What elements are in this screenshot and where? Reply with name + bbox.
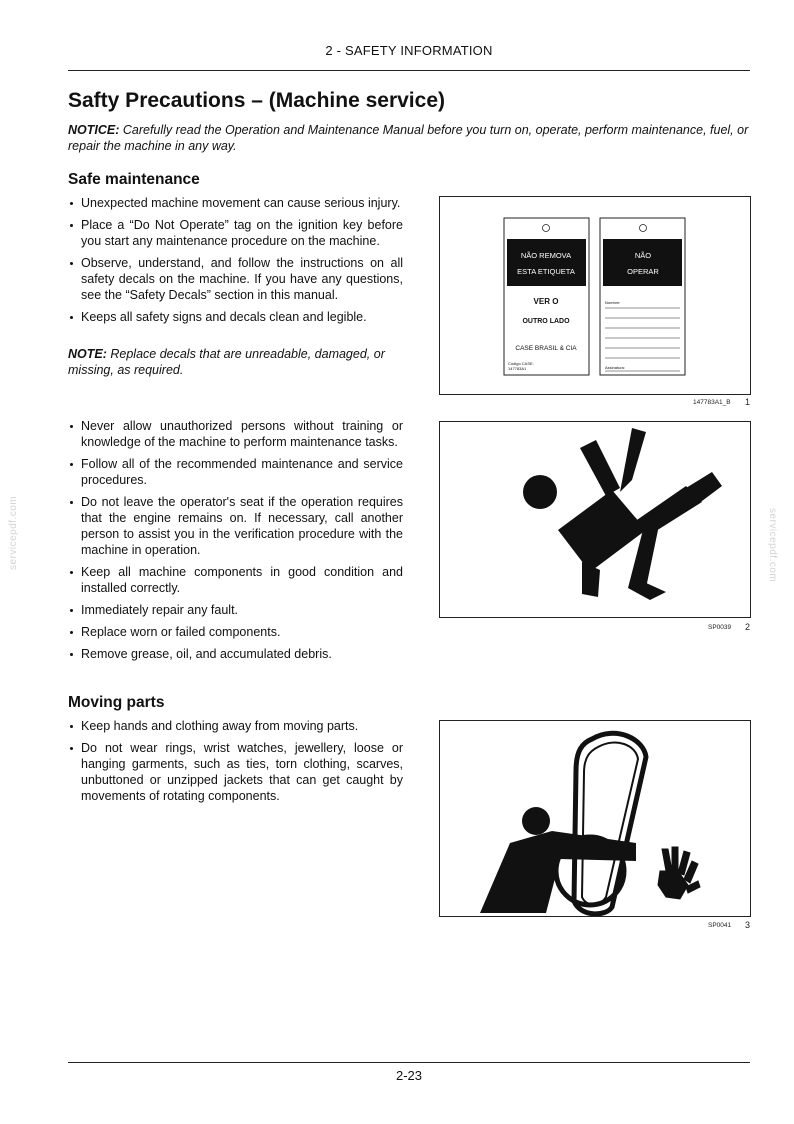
note-text: Replace decals that are unreadable, damaged, or missing, as required. bbox=[68, 347, 385, 377]
do-not-operate-tags-illustration bbox=[440, 197, 750, 394]
list-item: Do not wear rings, wrist watches, jewellery, loose or hanging garments, such as ties, torn clothing, scarves, unbuttoned or unzipped jackets that can get caught by movements of rotating components. bbox=[68, 740, 403, 804]
note-paragraph bbox=[68, 346, 403, 378]
figure-1-caption: 147783A1_B bbox=[693, 399, 731, 406]
tag-right-line2: OPERAR bbox=[627, 267, 659, 276]
notice-text: Carefully read the Operation and Maintenance Manual before you turn on, operate, perform maintenance, fuel, or repair the machine in any way. bbox=[68, 123, 749, 153]
list-item: Remove grease, oil, and accumulated debris. bbox=[68, 646, 403, 662]
tag-left-line4: OUTRO LADO bbox=[522, 318, 570, 325]
header-rule bbox=[68, 70, 750, 71]
tag-left-line2: ESTA ETIQUETA bbox=[517, 267, 575, 276]
list-item: Immediately repair any fault. bbox=[68, 602, 403, 618]
list-item: Keep all machine components in good condition and installed correctly. bbox=[68, 564, 403, 596]
running-header: 2 - SAFETY INFORMATION bbox=[325, 43, 493, 58]
tag-right-field1: Nombre: bbox=[605, 300, 621, 305]
note-label: NOTE: bbox=[68, 347, 107, 361]
safe-maintenance-list-a bbox=[68, 195, 403, 331]
section-title-moving-parts: Moving parts bbox=[68, 694, 165, 711]
list-item: Keep hands and clothing away from moving parts. bbox=[68, 718, 403, 734]
list-item: Observe, understand, and follow the instructions on all safety decals on the machine. If you have any questions, see the “Safety Decals” section in this manual. bbox=[68, 255, 403, 303]
watermark-left: servicepdf.com bbox=[8, 495, 19, 570]
list-item: Never allow unauthorized persons without training or knowledge of the machine to perform maintenance tasks. bbox=[68, 418, 403, 450]
footer-rule bbox=[68, 1062, 750, 1063]
list-item: Keeps all safety signs and decals clean and legible. bbox=[68, 309, 403, 325]
page-title: Safty Precautions – (Machine service) bbox=[68, 89, 445, 112]
safe-maintenance-list-b bbox=[68, 418, 403, 668]
tag-left-line5: CASE BRASIL & CIA bbox=[515, 345, 577, 352]
figure-1-do-not-operate-tags bbox=[439, 196, 751, 395]
figure-1-number: 1 bbox=[745, 397, 751, 407]
tag-left-code2: 147783A1 bbox=[508, 366, 527, 371]
list-item: Place a “Do Not Operate” tag on the ignition key before you start any maintenance procedure on the machine. bbox=[68, 217, 403, 249]
notice-label: NOTICE: bbox=[68, 123, 120, 137]
page-number: 2-23 bbox=[395, 1068, 423, 1083]
list-item: Follow all of the recommended maintenance and service procedures. bbox=[68, 456, 403, 488]
hand-caught-in-belt-icon bbox=[440, 721, 750, 916]
tag-left-code1: Código CASE: bbox=[508, 361, 534, 366]
tag-left-line1: NÃO REMOVA bbox=[520, 251, 572, 260]
tag-right-field2: Assinatura: bbox=[605, 365, 626, 370]
falling-person-icon bbox=[440, 422, 750, 617]
list-item: Replace worn or failed components. bbox=[68, 624, 403, 640]
moving-parts-list bbox=[68, 718, 403, 810]
section-title-safe-maintenance: Safe maintenance bbox=[68, 171, 200, 188]
list-item: Unexpected machine movement can cause serious injury. bbox=[68, 195, 403, 211]
figure-3-number: 3 bbox=[745, 920, 751, 930]
list-item: Do not leave the operator's seat if the operation requires that the engine remains on. If necessary, call another person to assist you in the verification procedure with the machine in operation. bbox=[68, 494, 403, 558]
tag-left-line3: VER O bbox=[533, 297, 559, 306]
tag-right-line1: NÃO bbox=[634, 251, 652, 260]
figure-3-moving-parts-hazard bbox=[439, 720, 751, 917]
figure-2-caption: SP0039 bbox=[708, 624, 732, 631]
notice-paragraph bbox=[68, 122, 758, 154]
figure-2-number: 2 bbox=[745, 622, 751, 632]
figure-3-caption: SP0041 bbox=[708, 922, 732, 929]
figure-2-falling-hazard bbox=[439, 421, 751, 618]
watermark-right: servicepdf.com bbox=[767, 508, 778, 583]
